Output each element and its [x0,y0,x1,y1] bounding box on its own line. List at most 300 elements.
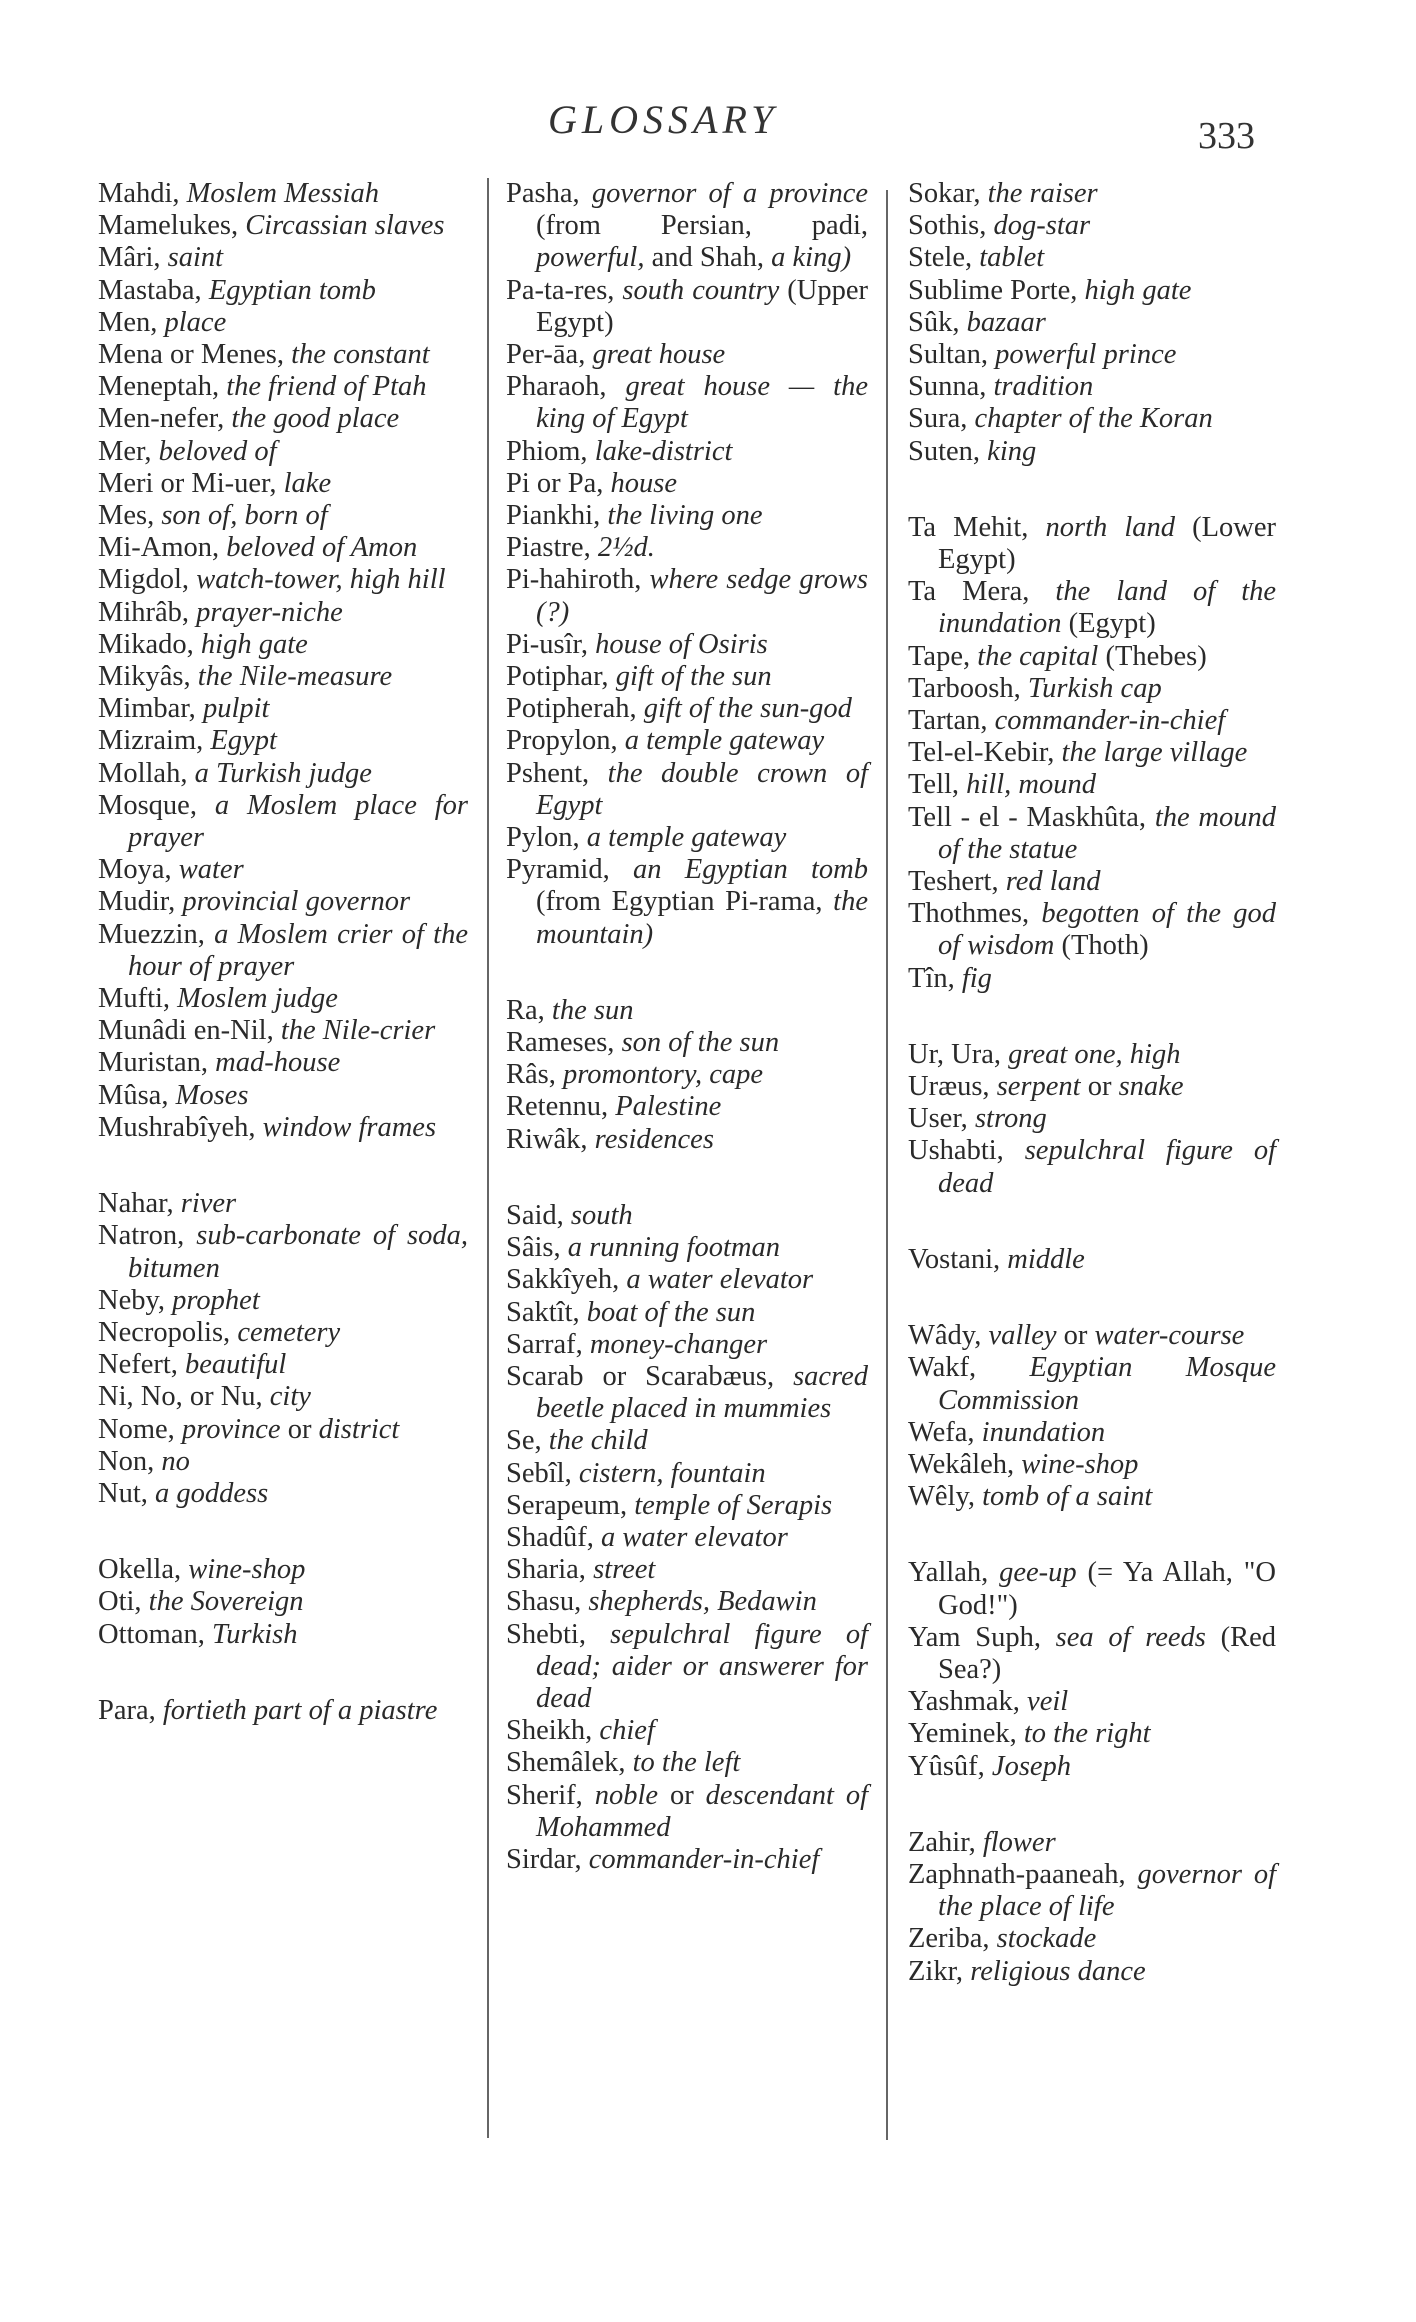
definition: sea of reeds [1055,1621,1206,1653]
glossary-entry [98,886,468,918]
glossary-entry [98,1619,468,1651]
definition: no [161,1445,190,1477]
glossary-entry [98,564,468,596]
glossary-entry [98,500,468,532]
glossary-entry [98,790,468,854]
headword: Yallah, [908,1557,989,1589]
letter-group [908,178,1276,468]
definition: commander-in-chief [588,1843,820,1875]
entry-text: (Egypt) [1061,608,1156,640]
definition: king [987,435,1037,467]
glossary-entry [506,1200,868,1232]
definition: red land [1005,866,1101,898]
headword: Nefert, [98,1349,178,1381]
definition: Egyptian Mosque Commission [938,1352,1276,1416]
glossary-entry [98,1015,468,1047]
headword: Mâri, [98,242,161,274]
headword: Mufti, [98,983,171,1015]
definition: lake-district [594,435,733,467]
glossary-entry [98,1285,468,1317]
glossary-entry [98,1695,468,1727]
definition: great one, high [1008,1038,1181,1070]
definition: a goddess [155,1477,269,1509]
glossary-entry [908,436,1276,468]
glossary-entry [98,275,468,307]
headword: Mer, [98,435,152,467]
definition: powerful prince [995,339,1177,371]
definition: south [570,1199,633,1231]
headword: Nome, [98,1413,175,1445]
definition: wine-shop [188,1554,306,1586]
glossary-entry [506,532,868,564]
headword: Yûsûf, [908,1750,985,1782]
definition: provincial governor [182,886,411,918]
letter-group [908,512,1276,995]
glossary-entry [98,403,468,435]
headword: Pi-hahiroth, [506,564,642,596]
headword: User, [908,1103,968,1135]
definition: religious dance [970,1955,1146,1987]
glossary-entry [98,339,468,371]
glossary-entry [98,854,468,886]
glossary-entry [506,1522,868,1554]
definition: inundation [981,1416,1106,1448]
glossary-entry [98,1349,468,1381]
letter-group [98,1554,468,1651]
glossary-entry [908,1622,1276,1686]
headword: Pyramid, [506,854,610,886]
definition: where sedge grows (?) [536,564,868,628]
definition: Egypt [210,725,277,757]
glossary-entry [98,919,468,983]
glossary-entry [98,242,468,274]
headword: Meri or Mi-uer, [98,467,277,499]
definition: the friend of Ptah [226,371,427,403]
letter-group [908,1557,1276,1782]
definition: boat of the sun [586,1296,756,1328]
page-number: 333 [1198,115,1255,157]
definition: Circassian slaves [245,210,445,242]
definition: the good place [231,403,400,435]
glossary-entry [506,436,868,468]
headword: Râs, [506,1059,556,1091]
glossary-entry [98,1586,468,1618]
entry-text: or [1080,1071,1119,1103]
headword: Sura, [908,403,968,435]
headword: Riwâk, [506,1123,588,1155]
definition: a Moslem place for prayer [128,789,468,854]
headword: Mes, [98,500,155,532]
definition: temple of Serapis [634,1489,833,1521]
headword: Pharaoh, [506,371,607,403]
glossary-column-2 [506,178,868,1920]
glossary-entry [98,1047,468,1079]
glossary-entry [908,1956,1276,1988]
glossary-entry [98,1414,468,1446]
glossary-entry [908,307,1276,339]
headword: Tarboosh, [908,672,1021,704]
headword: Mimbar, [98,693,196,725]
entry-text: or [658,1779,706,1811]
definition: governor of the place of life [938,1858,1276,1923]
headword: Yashmak, [908,1686,1020,1718]
definition: serpent [996,1071,1081,1103]
glossary-entry [98,210,468,242]
headword: Mahdi, [98,178,180,209]
definition: a water elevator [601,1521,788,1553]
glossary-entry [506,1329,868,1361]
column-rule [886,190,888,2140]
definition: watch-tower, high hill [196,564,446,596]
glossary-entry [98,1381,468,1413]
glossary-entry [98,1188,468,1220]
definition: house of Osiris [595,628,768,660]
headword: Pa-ta-res, [506,274,615,306]
definition: commander-in-chief [994,705,1226,737]
definition: noble [594,1779,659,1811]
glossary-entry [908,1244,1276,1276]
headword: Para, [98,1694,156,1726]
definition: the child [548,1425,648,1457]
glossary-entry [98,693,468,725]
definition: tradition [993,371,1094,403]
definition: chief [599,1715,655,1747]
headword: Sebîl, [506,1457,572,1489]
definition: high gate [1084,274,1192,306]
entry-text: (Thebes) [1098,640,1207,672]
headword: Moya, [98,854,172,886]
glossary-entry [908,1071,1276,1103]
glossary-entry [98,1446,468,1478]
headword: Migdol, [98,564,190,596]
running-title: GLOSSARY [548,97,779,142]
glossary-entry [908,403,1276,435]
definition: the mountain) [536,886,868,950]
definition: residences [594,1123,714,1155]
headword: Sokar, [908,178,981,209]
definition: gift of the sun-god [643,693,852,725]
definition: a running footman [567,1232,780,1264]
headword: Sûk, [908,306,960,338]
definition: beloved of Amon [226,532,418,564]
definition: gift of the sun [615,661,772,693]
glossary-entry [98,629,468,661]
headword: Mi-Amon, [98,532,220,564]
glossary-entry [506,564,868,628]
glossary-entry [98,436,468,468]
headword: Ur, Ura, [908,1038,1002,1070]
headword: Mosque, [98,789,197,821]
glossary-entry [506,1124,868,1156]
headword: Men-nefer, [98,403,225,435]
definition: Turkish [212,1618,298,1650]
definition: the Sovereign [148,1586,304,1618]
definition: veil [1027,1686,1069,1718]
glossary-entry [506,693,868,725]
definition: Turkish cap [1027,672,1162,704]
headword: Rameses, [506,1027,615,1059]
definition: descendant of Mohammed [536,1779,868,1843]
headword: Sharia, [506,1554,586,1586]
headword: Vostani, [908,1243,1001,1275]
headword: Munâdi en-Nil, [98,1015,274,1047]
glossary-entry [506,1619,868,1716]
headword: Mollah, [98,757,188,789]
headword: Sirdar, [506,1843,582,1875]
headword: Zaphnath-paaneah, [908,1858,1126,1890]
glossary-entry [908,1686,1276,1718]
definition: prayer-niche [196,596,343,628]
headword: Per-āa, [506,339,586,371]
headword: Pasha, [506,178,580,209]
headword: Muezzin, [98,918,205,950]
definition: great house — the king of Egypt [536,371,868,435]
definition: governor of a province [591,178,868,209]
headword: Teshert, [908,866,999,898]
glossary-entry [98,661,468,693]
definition: house [610,467,678,499]
headword: Necropolis, [98,1316,231,1348]
glossary-entry [506,725,868,757]
headword: Stele, [908,242,973,274]
glossary-entry [506,822,868,854]
headword: Yeminek, [908,1718,1017,1750]
glossary-entry [908,866,1276,898]
definition: hill, mound [966,769,1096,801]
glossary-entry [908,1352,1276,1416]
headword: Mudir, [98,886,176,918]
letter-group [908,1039,1276,1200]
headword: Uræus, [908,1071,990,1103]
glossary-entry [908,898,1276,962]
glossary-entry [506,1586,868,1618]
glossary-entry [908,576,1276,640]
headword: Pylon, [506,822,580,854]
glossary-entry [98,1554,468,1586]
definition: snake [1118,1071,1184,1103]
definition: tablet [979,242,1045,274]
definition: shepherds, Bedawin [588,1586,817,1618]
headword: Ra, [506,994,545,1026]
glossary-entry [506,758,868,822]
headword: Mizraim, [98,725,204,757]
definition: beautiful [185,1349,287,1381]
letter-group [506,178,868,951]
glossary-entry [506,468,868,500]
definition: the living one [607,500,763,532]
headword: Pi or Pa, [506,467,604,499]
headword: Scarab or Scarabæus, [506,1360,775,1392]
definition: a king) [771,242,852,274]
headword: Wakf, [908,1352,977,1384]
glossary-entry [506,1297,868,1329]
definition: a temple gateway [586,822,787,854]
headword: Sheikh, [506,1715,593,1747]
glossary-entry [506,1490,868,1522]
definition: cistern, fountain [578,1457,766,1489]
definition: district [318,1413,400,1445]
headword: Ta Mera, [908,576,1030,608]
glossary-entry [908,737,1276,769]
headword: Ushabti, [908,1135,1004,1167]
glossary-entry [98,371,468,403]
column-rule [487,178,489,2138]
headword: Sarraf, [506,1328,583,1360]
letter-group [98,178,468,1144]
glossary-column-3 [908,178,1276,2032]
headword: Nahar, [98,1188,174,1220]
headword: Yam Suph, [908,1621,1041,1653]
definition: stockade [996,1923,1097,1955]
definition: dog-star [993,210,1091,242]
glossary-entry [908,769,1276,801]
definition: Egyptian tomb [208,274,376,306]
headword: Wâdy, [908,1320,982,1352]
glossary-entry [908,802,1276,866]
entry-text: or [1056,1320,1095,1352]
definition: water-course [1094,1320,1245,1352]
glossary-entry [908,275,1276,307]
definition: sacred beetle placed in mummies [536,1360,868,1425]
definition: a temple gateway [624,725,825,757]
glossary-entry [506,1715,868,1747]
glossary-entry [98,758,468,790]
definition: begotten of the god of wisdom [938,898,1276,962]
letter-group [506,995,868,1156]
definition: money-changer [589,1328,768,1360]
definition: lake [283,467,332,499]
definition: high gate [200,628,308,660]
glossary-entry [908,1859,1276,1923]
glossary-entry [908,1923,1276,1955]
definition: street [593,1554,656,1586]
headword: Shasu, [506,1586,582,1618]
glossary-entry [506,661,868,693]
definition: the double crown of Egypt [536,757,869,821]
headword: Muristan, [98,1047,209,1079]
headword: Sakkîyeh, [506,1264,620,1296]
headword: Neby, [98,1284,166,1316]
headword: Men, [98,306,158,338]
glossary-entry [908,1417,1276,1449]
letter-group [908,1320,1276,1513]
headword: Wêly, [908,1481,975,1513]
headword: Thothmes, [908,898,1030,930]
definition: Moses [175,1079,249,1111]
definition: the Nile-crier [280,1015,436,1047]
glossary-entry [506,275,868,339]
definition: Moslem Messiah [186,178,380,209]
definition: south country [622,274,780,306]
headword: Tel-el-Kebir, [908,737,1055,769]
entry-text: (Thoth) [1054,930,1149,962]
definition: bazaar [966,306,1046,338]
glossary-entry [506,1264,868,1296]
glossary-entry [98,178,468,210]
entry-text: (from Persian, padi, [536,210,868,242]
headword: Potiphar, [506,661,609,693]
letter-group [908,1244,1276,1276]
headword: Potipherah, [506,693,637,725]
definition: to the left [632,1747,741,1779]
definition: sub-carbonate of soda, bitumen [128,1220,468,1284]
headword: Tell - el - Maskhûta, [908,801,1147,833]
glossary-entry [98,983,468,1015]
headword: Sherif, [506,1779,583,1811]
definition: the Nile-measure [197,661,393,693]
glossary-entry [98,532,468,564]
headword: Zeriba, [908,1923,990,1955]
glossary-entry [908,1039,1276,1071]
entry-text: (Lower Egypt) [938,511,1276,576]
glossary-entry [506,629,868,661]
headword: Piastre, [506,532,591,564]
definition: the large village [1061,737,1248,769]
glossary-entry [908,1320,1276,1352]
definition: Palestine [615,1091,722,1123]
definition: the sun [551,994,634,1026]
headword: Suten, [908,435,981,467]
headword: Tape, [908,640,971,672]
entry-text: (Upper Egypt) [536,274,868,338]
definition: a Turkish judge [194,757,372,789]
definition: the raiser [987,178,1098,209]
headword: Sothis, [908,210,987,242]
definition: great house [592,339,726,371]
headword: Mamelukes, [98,210,239,242]
definition: valley [988,1320,1057,1352]
glossary-entry [908,210,1276,242]
definition: powerful, [536,242,645,274]
glossary-entry [908,178,1276,210]
headword: Said, [506,1199,564,1231]
definition: the land of the inundation [938,576,1277,640]
definition: Joseph [991,1750,1072,1782]
entry-text: or [280,1413,319,1445]
letter-group [908,1827,1276,1988]
headword: Zahir, [908,1826,976,1858]
headword: Mena or Menes, [98,339,284,371]
headword: Ni, No, or Nu, [98,1381,263,1413]
headword: Tartan, [908,705,988,737]
headword: Non, [98,1445,155,1477]
glossary-entry [506,339,868,371]
headword: Propylon, [506,725,618,757]
headword: Wefa, [908,1416,975,1448]
glossary-entry [98,1112,468,1144]
headword: Mikyâs, [98,661,191,693]
definition: an Egyptian tomb [633,854,868,886]
definition: river [180,1188,237,1220]
headword: Nut, [98,1477,148,1509]
glossary-entry [506,1091,868,1123]
headword: Pshent, [506,757,590,789]
definition: north land [1045,511,1176,543]
headword: Retennu, [506,1091,609,1123]
definition: fortieth part of a piastre [162,1694,438,1726]
headword: Sublime Porte, [908,274,1078,306]
definition: chapter of the Koran [974,403,1213,435]
glossary-entry [506,178,868,275]
definition: middle [1007,1243,1085,1275]
headword: Mihrâb, [98,596,190,628]
headword: Meneptah, [98,371,220,403]
glossary-entry [98,597,468,629]
headword: Mastaba, [98,274,202,306]
glossary-column-1 [98,178,468,1771]
glossary-entry [908,673,1276,705]
letter-group [98,1695,468,1727]
